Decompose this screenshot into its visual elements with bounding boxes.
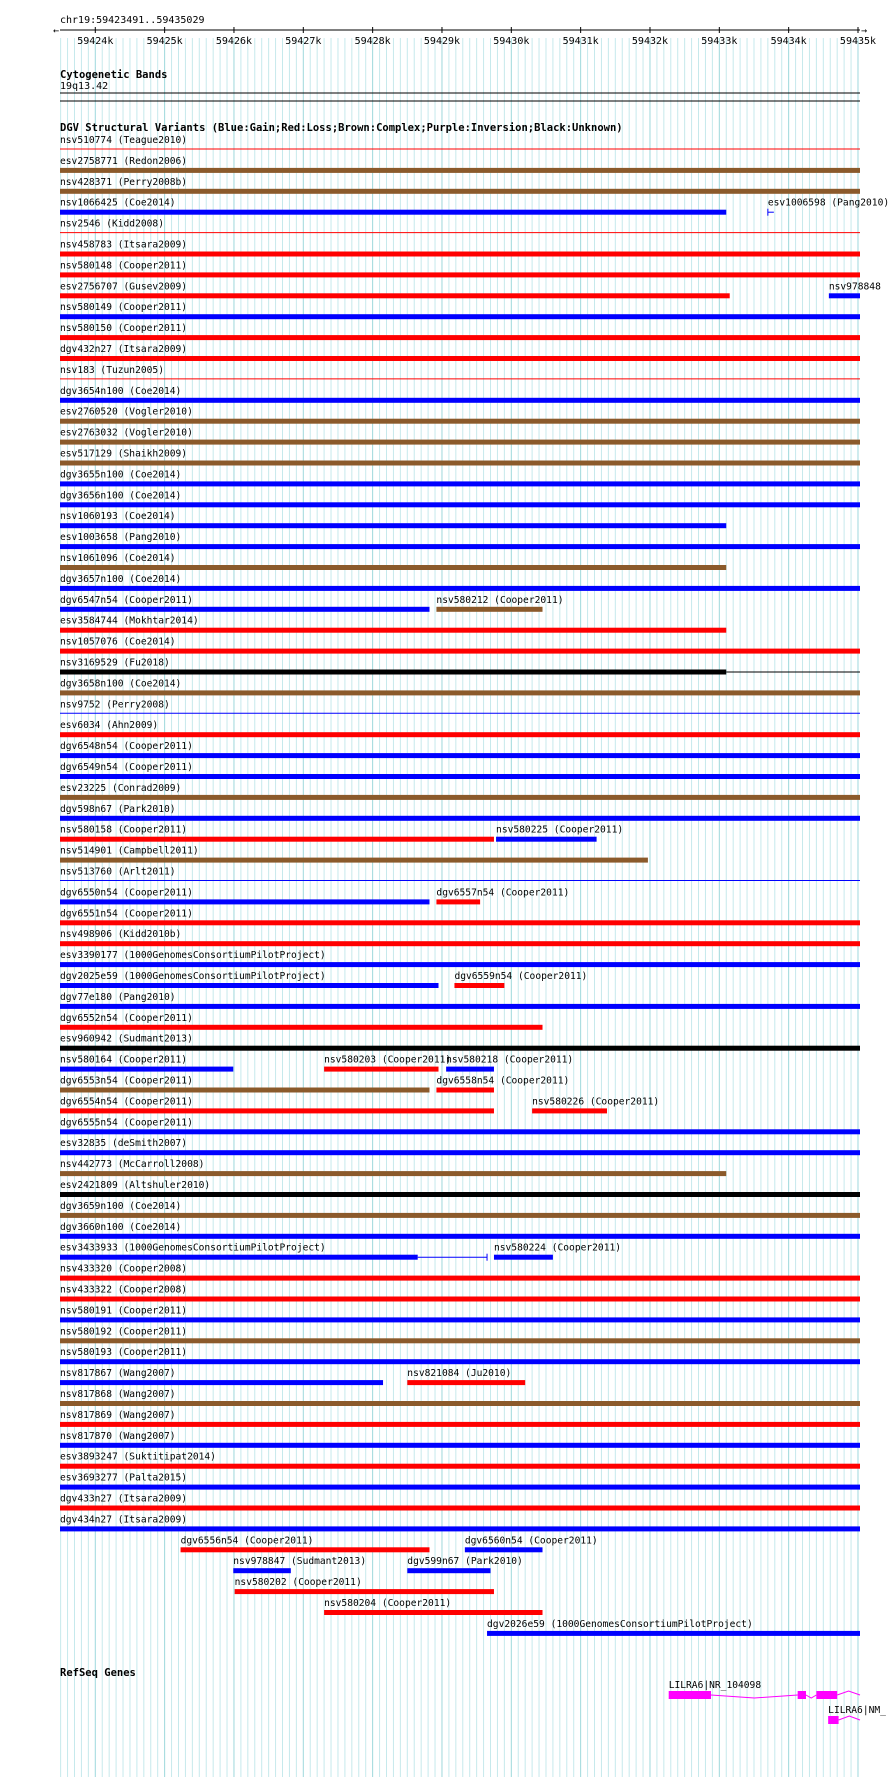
variant-label: dgv598n67 (Park2010) bbox=[60, 803, 176, 815]
variant-bar bbox=[60, 1485, 860, 1490]
structural-variant[interactable] bbox=[324, 1598, 542, 1615]
variant-bar bbox=[60, 732, 860, 737]
variant-bar bbox=[496, 837, 597, 842]
variant-label: nsv817868 (Wang2007) bbox=[60, 1389, 176, 1400]
variant-bar bbox=[60, 356, 860, 361]
structural-variant[interactable] bbox=[436, 887, 569, 904]
structural-variant[interactable] bbox=[60, 595, 429, 612]
variant-bar bbox=[60, 1255, 418, 1260]
structural-variant[interactable] bbox=[454, 971, 587, 988]
variant-label: nsv458783 (Itsara2009) bbox=[60, 239, 188, 251]
variant-bar bbox=[60, 670, 726, 675]
variant-label: dgv6558n54 (Cooper2011) bbox=[436, 1075, 570, 1087]
variant-bar bbox=[436, 607, 542, 612]
variant-bar bbox=[324, 1067, 438, 1072]
variant-label: esv3693277 (Palta2015) bbox=[60, 1472, 188, 1484]
variant-bar bbox=[60, 1088, 429, 1093]
gene-label: LILRA6|NR_104098 bbox=[668, 1680, 762, 1691]
variant-bar bbox=[60, 1025, 543, 1030]
variant-label: dgv3656n100 (Coe2014) bbox=[60, 490, 182, 502]
variant-bar bbox=[465, 1547, 543, 1552]
variant-bar bbox=[60, 690, 860, 695]
variant-bar bbox=[60, 1506, 860, 1511]
variant-bar bbox=[60, 523, 726, 528]
ruler-tick-label: 59430k bbox=[493, 36, 530, 47]
variant-bar bbox=[60, 795, 860, 800]
variant-label: nsv580203 (Cooper2011) bbox=[324, 1054, 452, 1066]
variant-label: esv2758771 (Redon2006) bbox=[60, 155, 188, 167]
variant-bar bbox=[60, 607, 429, 612]
refseq-genes-track bbox=[60, 1667, 886, 1724]
variant-bar bbox=[446, 1067, 494, 1072]
variant-label: nsv514901 (Campbell2011) bbox=[60, 845, 199, 857]
ruler-tick-label: 59432k bbox=[631, 36, 669, 47]
variant-bar bbox=[487, 1631, 860, 1636]
variant-label: dgv6555n54 (Cooper2011) bbox=[60, 1117, 193, 1129]
variant-label: nsv580191 (Cooper2011) bbox=[60, 1305, 188, 1317]
variant-bar bbox=[60, 649, 860, 654]
ruler-tick-label: 59429k bbox=[423, 36, 461, 47]
variant-label: esv3390177 (1000GenomesConsortiumPilotProject) bbox=[60, 950, 326, 962]
variant-label: dgv6554n54 (Cooper2011) bbox=[60, 1096, 193, 1108]
ruler-tick-label: 59433k bbox=[701, 36, 738, 47]
variant-bar bbox=[60, 210, 726, 215]
variant-label: nsv513760 (Arlt2011) bbox=[60, 866, 176, 878]
variant-label: dgv6560n54 (Cooper2011) bbox=[464, 1535, 598, 1547]
variant-label: nsv442773 (McCarroll2008) bbox=[60, 1159, 205, 1171]
variant-bar bbox=[60, 293, 730, 298]
variant-label: nsv580202 (Cooper2011) bbox=[234, 1577, 362, 1589]
variant-bar bbox=[60, 335, 860, 340]
variant-label: esv1003658 (Pang2010) bbox=[60, 532, 182, 544]
variant-bar bbox=[60, 837, 494, 842]
variant-bar bbox=[60, 1004, 860, 1009]
variant-label: esv2763032 (Vogler2010) bbox=[60, 427, 193, 439]
variant-bar bbox=[60, 1317, 860, 1322]
variant-label: nsv433320 (Cooper2008) bbox=[60, 1263, 188, 1275]
gene-intron bbox=[806, 1695, 816, 1698]
variant-bar bbox=[324, 1610, 542, 1615]
variant-label: nsv821084 (Ju2010) bbox=[407, 1368, 512, 1380]
variant-label: nsv978848 bbox=[828, 281, 881, 293]
structural-variant[interactable] bbox=[768, 198, 889, 216]
variant-bar bbox=[436, 1088, 494, 1093]
variant-label: nsv1061096 (Coe2014) bbox=[60, 553, 176, 564]
variant-bar bbox=[60, 858, 648, 863]
variant-bar bbox=[60, 628, 726, 633]
structural-variant[interactable] bbox=[436, 1076, 569, 1093]
ruler-right-arrow: → bbox=[860, 25, 868, 37]
variant-label: nsv1060193 (Coe2014) bbox=[60, 511, 176, 523]
ruler-tick-label: 59428k bbox=[354, 36, 391, 47]
variant-bar bbox=[60, 1067, 233, 1072]
dgv-structural-variants-track bbox=[60, 122, 889, 1636]
variant-label: esv23225 (Conrad2009) bbox=[60, 782, 182, 794]
variant-bar bbox=[60, 1380, 383, 1385]
variant-label: dgv6553n54 (Cooper2011) bbox=[60, 1075, 193, 1087]
variant-label: dgv6550n54 (Cooper2011) bbox=[60, 887, 193, 899]
variant-label: nsv1066425 (Coe2014) bbox=[60, 197, 176, 209]
variant-label: esv517129 (Shaikh2009) bbox=[60, 448, 188, 460]
variant-label: nsv2546 (Kidd2008) bbox=[60, 218, 164, 230]
structural-variant[interactable] bbox=[60, 1055, 233, 1072]
structural-variant[interactable] bbox=[436, 595, 563, 612]
variant-bar bbox=[60, 920, 860, 925]
variant-label: dgv599n67 (Park2010) bbox=[407, 1556, 523, 1568]
structural-variant[interactable] bbox=[233, 1556, 366, 1573]
variant-label: nsv580225 (Cooper2011) bbox=[496, 824, 624, 836]
variant-bar bbox=[60, 1276, 860, 1281]
variant-label: dgv6556n54 (Cooper2011) bbox=[180, 1535, 314, 1547]
structural-variant[interactable] bbox=[60, 1368, 383, 1385]
gene-label: LILRA6|NM_ bbox=[828, 1705, 886, 1716]
variant-bar bbox=[60, 314, 860, 319]
variant-bar bbox=[60, 1443, 860, 1448]
variant-label: nsv3169529 (Fu2018) bbox=[60, 657, 170, 669]
variant-label: nsv9752 (Perry2008) bbox=[60, 699, 170, 711]
structural-variant[interactable] bbox=[487, 1619, 860, 1636]
variant-label: dgv3654n100 (Coe2014) bbox=[60, 385, 182, 397]
variant-label: esv3584744 (Mokhtar2014) bbox=[60, 615, 199, 627]
structural-variant[interactable] bbox=[829, 281, 881, 298]
variant-label: dgv6559n54 (Cooper2011) bbox=[454, 971, 588, 982]
variant-bar bbox=[494, 1255, 553, 1260]
variant-bar bbox=[60, 252, 860, 257]
variant-label: nsv580192 (Cooper2011) bbox=[60, 1326, 188, 1338]
variant-label: esv1006598 (Pang2010) bbox=[767, 197, 890, 209]
ruler-tick-label: 59424k bbox=[77, 36, 114, 47]
refseq-gene[interactable] bbox=[669, 1680, 860, 1699]
variant-label: dgv432n27 (Itsara2009) bbox=[60, 344, 188, 355]
dgv-track-title: DGV Structural Variants (Blue:Gain;Red:Loss;Brown:Complex;Purple:Inversion;Black:Unknown) bbox=[60, 122, 623, 134]
structural-variant[interactable] bbox=[324, 1055, 451, 1072]
variant-bar bbox=[181, 1547, 430, 1552]
variant-bar bbox=[60, 816, 860, 821]
variant-bar bbox=[60, 1234, 860, 1239]
variant-label: nsv580164 (Cooper2011) bbox=[60, 1054, 188, 1066]
variant-label: nsv183 (Tuzun2005) bbox=[60, 364, 164, 376]
structural-variant[interactable] bbox=[465, 1535, 598, 1552]
variant-bar bbox=[60, 461, 860, 466]
variant-label: dgv6557n54 (Cooper2011) bbox=[436, 887, 570, 899]
gene-intron bbox=[839, 1716, 860, 1720]
variant-label: dgv6552n54 (Cooper2011) bbox=[60, 1012, 193, 1024]
variant-label: dgv433n27 (Itsara2009) bbox=[60, 1493, 188, 1505]
variant-label: dgv6547n54 (Cooper2011) bbox=[60, 594, 193, 606]
variant-label: dgv77e180 (Pang2010) bbox=[60, 991, 176, 1003]
variant-bar bbox=[60, 1171, 726, 1176]
variant-label: nsv580224 (Cooper2011) bbox=[493, 1242, 622, 1254]
variant-bar bbox=[60, 962, 860, 967]
gene-exon bbox=[828, 1716, 838, 1724]
structural-variant[interactable] bbox=[235, 1577, 494, 1594]
refseq-track-title: RefSeq Genes bbox=[60, 1667, 136, 1679]
gene-exon bbox=[669, 1691, 711, 1699]
structural-variant[interactable] bbox=[446, 1055, 573, 1072]
variant-label: dgv434n27 (Itsara2009) bbox=[60, 1514, 188, 1526]
variant-label: dgv2026e59 (1000GenomesConsortiumPilotProject) bbox=[487, 1618, 753, 1630]
variant-label: nsv428371 (Perry2008b) bbox=[60, 176, 188, 188]
structural-variant[interactable] bbox=[60, 887, 429, 904]
variant-label: nsv498906 (Kidd2010b) bbox=[60, 929, 182, 941]
structural-variant[interactable] bbox=[181, 1535, 430, 1552]
variant-label: esv3433933 (1000GenomesConsortiumPilotProject) bbox=[60, 1242, 326, 1254]
ruler bbox=[53, 15, 876, 47]
variant-label: dgv3657n100 (Coe2014) bbox=[60, 573, 182, 585]
structural-variant[interactable] bbox=[60, 971, 439, 988]
variant-label: esv32835 (deSmith2007) bbox=[60, 1138, 188, 1150]
variant-label: nsv978847 (Sudmant2013) bbox=[233, 1556, 367, 1568]
variant-label: nsv580148 (Cooper2011) bbox=[60, 260, 188, 272]
variant-label: esv2760520 (Vogler2010) bbox=[60, 406, 193, 418]
variant-bar bbox=[60, 983, 439, 988]
variant-label: nsv817869 (Wang2007) bbox=[60, 1409, 176, 1421]
variant-bar bbox=[532, 1108, 607, 1113]
variant-bar bbox=[233, 1568, 291, 1573]
variant-label: dgv6548n54 (Cooper2011) bbox=[60, 741, 193, 753]
ruler-tick-label: 59427k bbox=[285, 36, 322, 47]
variant-label: nsv1057076 (Coe2014) bbox=[60, 636, 176, 648]
variant-label: nsv817870 (Wang2007) bbox=[60, 1430, 176, 1442]
structural-variant[interactable] bbox=[60, 1243, 487, 1261]
ruler-tick-label: 59425k bbox=[146, 36, 183, 47]
gene-intron bbox=[837, 1691, 860, 1695]
variant-label: nsv580149 (Cooper2011) bbox=[60, 302, 188, 314]
structural-variant[interactable] bbox=[407, 1556, 523, 1573]
structural-variant[interactable] bbox=[407, 1368, 525, 1385]
variant-bar bbox=[60, 544, 860, 549]
variant-label: dgv3658n100 (Coe2014) bbox=[60, 678, 182, 690]
variant-label: nsv580212 (Cooper2011) bbox=[436, 594, 564, 606]
variant-label: dgv3659n100 (Coe2014) bbox=[60, 1200, 182, 1212]
variant-bar bbox=[60, 440, 860, 445]
variant-label: dgv6551n54 (Cooper2011) bbox=[60, 908, 193, 920]
region-label: chr19:59423491..59435029 bbox=[60, 15, 205, 26]
variant-bar bbox=[60, 1464, 860, 1469]
variant-label: dgv3660n100 (Coe2014) bbox=[60, 1221, 182, 1233]
variant-bar bbox=[60, 168, 860, 173]
variant-label: nsv510774 (Teague2010) bbox=[60, 135, 188, 146]
ruler-left-arrow: ← bbox=[52, 25, 60, 37]
variant-label: nsv817867 (Wang2007) bbox=[60, 1368, 176, 1380]
variant-bar bbox=[60, 1108, 494, 1113]
variant-label: esv2756707 (Gusev2009) bbox=[60, 281, 188, 293]
ruler-tick-label: 59426k bbox=[215, 36, 253, 47]
variant-bar bbox=[60, 1526, 860, 1531]
variant-label: dgv6549n54 (Cooper2011) bbox=[60, 762, 193, 773]
variant-bar bbox=[60, 1150, 860, 1155]
ruler-tick-label: 59431k bbox=[562, 36, 599, 47]
variant-bar bbox=[60, 1213, 860, 1218]
variant-bar bbox=[60, 1359, 860, 1364]
variant-bar bbox=[60, 1129, 860, 1134]
variant-bar bbox=[60, 774, 860, 779]
variant-bar bbox=[436, 899, 480, 904]
variant-bar bbox=[60, 1192, 860, 1197]
variant-bar bbox=[60, 1297, 860, 1302]
variant-bar bbox=[60, 1422, 860, 1427]
variant-label: esv3893247 (Suktitipat2014) bbox=[60, 1451, 216, 1463]
variant-label: nsv580193 (Cooper2011) bbox=[60, 1347, 188, 1359]
variant-label: dgv3655n100 (Coe2014) bbox=[60, 469, 182, 481]
variant-bar bbox=[60, 565, 726, 570]
structural-variant[interactable] bbox=[60, 1096, 494, 1113]
variant-label: nsv580226 (Cooper2011) bbox=[532, 1096, 660, 1108]
variant-label: nsv433322 (Cooper2008) bbox=[60, 1284, 188, 1296]
refseq-gene[interactable] bbox=[828, 1705, 886, 1724]
variant-label: nsv580204 (Cooper2011) bbox=[324, 1598, 452, 1609]
variant-bar bbox=[454, 983, 504, 988]
variant-label: nsv580218 (Cooper2011) bbox=[446, 1054, 574, 1066]
variant-bar bbox=[407, 1380, 525, 1385]
structural-variant[interactable] bbox=[496, 825, 623, 842]
variant-label: dgv2025e59 (1000GenomesConsortiumPilotProject) bbox=[60, 971, 326, 982]
gene-exon bbox=[798, 1691, 806, 1699]
variant-bar bbox=[829, 293, 860, 298]
structural-variant[interactable] bbox=[60, 1076, 429, 1093]
variant-bar bbox=[235, 1589, 494, 1594]
structural-variant[interactable] bbox=[532, 1096, 659, 1113]
variant-label: nsv580150 (Cooper2011) bbox=[60, 323, 188, 335]
variant-bar bbox=[60, 419, 860, 424]
variant-bar bbox=[60, 753, 860, 758]
variant-label: esv2421809 (Altshuler2010) bbox=[60, 1180, 211, 1191]
variant-bar bbox=[60, 586, 860, 591]
variant-bar bbox=[60, 189, 860, 194]
variant-label: esv6034 (Ahn2009) bbox=[60, 720, 159, 732]
variant-bar bbox=[60, 1046, 860, 1051]
gene-exon bbox=[816, 1691, 837, 1699]
variant-bar bbox=[60, 899, 429, 904]
variant-bar bbox=[60, 481, 860, 486]
variant-label: esv960942 (Sudmant2013) bbox=[60, 1033, 193, 1045]
ruler-tick-label: 59435k bbox=[839, 36, 877, 47]
variant-bar bbox=[60, 502, 860, 507]
variant-label: nsv580158 (Cooper2011) bbox=[60, 824, 188, 836]
variant-bar bbox=[60, 1338, 860, 1343]
structural-variant[interactable] bbox=[494, 1243, 621, 1260]
variant-bar bbox=[407, 1568, 490, 1573]
variant-bar bbox=[60, 1401, 860, 1406]
structural-variant[interactable] bbox=[60, 825, 494, 842]
cyto-band-label: 19q13.42 bbox=[60, 81, 109, 92]
variant-bar bbox=[60, 941, 860, 946]
variant-bar bbox=[60, 398, 860, 403]
variant-bar bbox=[60, 272, 860, 277]
cyto-track-title: Cytogenetic Bands bbox=[60, 69, 168, 81]
ruler-tick-label: 59434k bbox=[770, 36, 807, 47]
